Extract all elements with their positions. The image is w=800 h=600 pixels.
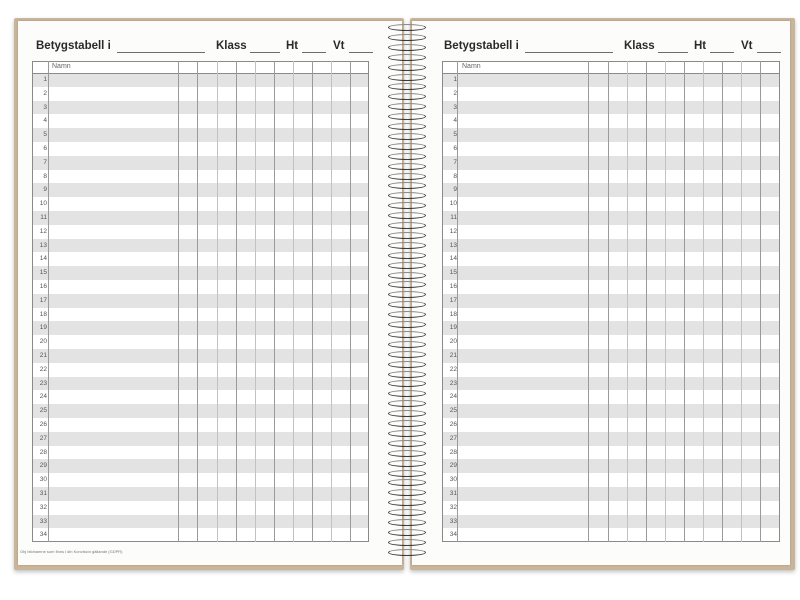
- column-divider: [627, 61, 628, 542]
- spiral-coil: [388, 133, 426, 140]
- spiral-coil: [388, 113, 426, 120]
- spiral-coil: [388, 143, 426, 150]
- spiral-coil: [388, 489, 426, 496]
- row-number: 3: [453, 103, 457, 111]
- page-title: Betygstabell i: [36, 40, 111, 52]
- row-number: 13: [449, 241, 457, 249]
- spiral-coil: [388, 192, 426, 199]
- spiral-coil: [388, 222, 426, 229]
- klass-label: Klass: [624, 40, 655, 52]
- row-number: 6: [43, 145, 47, 152]
- row-number: 2: [43, 89, 47, 97]
- row-number: 29: [39, 462, 47, 470]
- row-number: 21: [39, 352, 47, 359]
- spiral-coil: [388, 321, 426, 328]
- spiral-coil: [388, 93, 426, 100]
- spiral-coil: [388, 341, 426, 348]
- row-number: 13: [39, 241, 47, 249]
- row-number: 22: [39, 365, 47, 373]
- spiral-coil: [388, 301, 426, 308]
- spiral-coil: [388, 212, 426, 219]
- page-header: [36, 40, 402, 58]
- row-number: 34: [449, 531, 457, 539]
- row-number: 33: [449, 517, 457, 525]
- column-divider: [588, 61, 589, 542]
- name-column-header: Namn: [462, 63, 481, 70]
- spiral-coil: [388, 361, 426, 368]
- name-column-header: Namn: [52, 63, 71, 70]
- column-divider: [703, 61, 704, 542]
- row-number: 32: [39, 503, 47, 511]
- row-number: 14: [39, 255, 47, 263]
- column-divider: [665, 61, 666, 542]
- vt-label: Vt: [741, 40, 753, 52]
- row-number: 6: [453, 145, 457, 152]
- vt-blank: [757, 52, 781, 53]
- spiral-coil: [388, 83, 426, 90]
- row-number: 4: [43, 117, 47, 125]
- spiral-coil: [388, 549, 426, 556]
- vt-blank: [349, 52, 373, 53]
- row-number: 28: [449, 448, 457, 456]
- spiral-coil: [388, 123, 426, 130]
- grade-table: [442, 61, 780, 545]
- spiral-coil: [388, 331, 426, 338]
- spiral-coil: [388, 232, 426, 239]
- row-number: 24: [449, 393, 457, 401]
- row-number: 1: [43, 76, 47, 83]
- ht-label: Ht: [286, 40, 299, 52]
- column-divider: [722, 61, 723, 542]
- column-divider: [331, 61, 332, 542]
- row-number: 11: [450, 214, 457, 221]
- spiral-coil: [388, 470, 426, 477]
- row-number: 31: [39, 490, 47, 497]
- row-number: 20: [39, 338, 47, 346]
- spiral-coil: [388, 460, 426, 467]
- spiral-coil: [388, 539, 426, 546]
- row-number: 19: [39, 324, 47, 332]
- spiral-coil: [388, 380, 426, 387]
- subject-blank: [117, 52, 205, 53]
- page-header: [444, 40, 790, 58]
- row-number: 24: [39, 393, 47, 401]
- column-divider: [274, 61, 275, 542]
- row-number: 25: [39, 407, 47, 415]
- row-number: 14: [449, 255, 457, 263]
- row-number: 8: [43, 172, 47, 180]
- row-number: 9: [43, 186, 47, 194]
- row-number: 25: [449, 407, 457, 415]
- row-number: 10: [449, 200, 457, 208]
- column-divider: [312, 61, 313, 542]
- column-divider: [293, 61, 294, 542]
- row-number: 15: [39, 269, 47, 277]
- row-number: 26: [449, 421, 457, 428]
- spiral-coil: [388, 252, 426, 259]
- spiral-coil: [388, 479, 426, 486]
- row-number: 12: [449, 227, 457, 235]
- footnote: Obj bildnamne som finns i din Konvision gällande (GDPR): [20, 549, 123, 554]
- spiral-coil: [388, 371, 426, 378]
- spiral-coil: [388, 272, 426, 279]
- spiral-binding: [380, 24, 436, 564]
- grade-table: [32, 61, 369, 545]
- header-divider: [442, 73, 780, 74]
- row-number: 8: [453, 172, 457, 180]
- spiral-coil: [388, 182, 426, 189]
- spiral-coil: [388, 202, 426, 209]
- spiral-coil: [388, 262, 426, 269]
- row-number: 18: [449, 310, 457, 318]
- row-number: 26: [39, 421, 47, 428]
- spiral-coil: [388, 44, 426, 51]
- column-divider: [197, 61, 198, 542]
- spiral-coil: [388, 440, 426, 447]
- row-number: 7: [43, 158, 47, 166]
- column-divider: [646, 61, 647, 542]
- page-left: [18, 21, 402, 565]
- row-number: 33: [39, 517, 47, 525]
- row-number: 21: [449, 352, 457, 359]
- spiral-coil: [388, 351, 426, 358]
- row-number: 30: [449, 476, 457, 484]
- spiral-coil: [388, 281, 426, 288]
- row-number: 22: [449, 365, 457, 373]
- row-number: 4: [453, 117, 457, 125]
- spiral-coil: [388, 24, 426, 31]
- row-number: 12: [39, 227, 47, 235]
- row-number: 31: [449, 490, 457, 497]
- spiral-coil: [388, 529, 426, 536]
- row-number: 16: [39, 283, 47, 290]
- row-number: 9: [453, 186, 457, 194]
- klass-blank: [658, 52, 688, 53]
- row-number: 23: [449, 379, 457, 387]
- spiral-coil: [388, 173, 426, 180]
- row-number: 23: [39, 379, 47, 387]
- spiral-coil: [388, 499, 426, 506]
- column-divider: [236, 61, 237, 542]
- column-divider: [217, 61, 218, 542]
- column-divider: [684, 61, 685, 542]
- row-number: 15: [449, 269, 457, 277]
- spiral-coil: [388, 242, 426, 249]
- column-divider: [608, 61, 609, 542]
- column-divider: [178, 61, 179, 542]
- row-number: 28: [39, 448, 47, 456]
- row-number: 18: [39, 310, 47, 318]
- spiral-coil: [388, 74, 426, 81]
- column-divider: [350, 61, 351, 542]
- column-divider: [760, 61, 761, 542]
- spiral-coil: [388, 519, 426, 526]
- row-number: 19: [449, 324, 457, 332]
- row-number: 7: [453, 158, 457, 166]
- subject-blank: [525, 52, 613, 53]
- spiral-coil: [388, 103, 426, 110]
- row-number: 10: [39, 200, 47, 208]
- page-title: Betygstabell i: [444, 40, 519, 52]
- row-number: 16: [449, 283, 457, 290]
- column-divider: [741, 61, 742, 542]
- ht-label: Ht: [694, 40, 707, 52]
- spiral-coil: [388, 450, 426, 457]
- page-right: [412, 21, 790, 565]
- vt-label: Vt: [333, 40, 345, 52]
- spiral-coil: [388, 64, 426, 71]
- spiral-coil: [388, 509, 426, 516]
- table-border: [442, 61, 780, 542]
- row-number: 29: [449, 462, 457, 470]
- column-divider: [255, 61, 256, 542]
- row-number: 34: [39, 531, 47, 539]
- ht-blank: [302, 52, 326, 53]
- row-number: 1: [453, 76, 457, 83]
- spiral-coil: [388, 410, 426, 417]
- ht-blank: [710, 52, 734, 53]
- row-number: 17: [39, 296, 47, 304]
- row-number: 2: [453, 89, 457, 97]
- column-divider: [457, 61, 458, 542]
- spiral-coil: [388, 34, 426, 41]
- spiral-coil: [388, 153, 426, 160]
- spiral-coil: [388, 291, 426, 298]
- spiral-coil: [388, 163, 426, 170]
- klass-blank: [250, 52, 280, 53]
- row-number: 3: [43, 103, 47, 111]
- spiral-coil: [388, 400, 426, 407]
- spiral-coil: [388, 54, 426, 61]
- spiral-coil: [388, 420, 426, 427]
- row-number: 27: [449, 434, 457, 442]
- row-number: 20: [449, 338, 457, 346]
- spiral-coil: [388, 311, 426, 318]
- spiral-coil: [388, 430, 426, 437]
- row-number: 17: [449, 296, 457, 304]
- row-number: 11: [40, 214, 47, 221]
- row-number: 32: [449, 503, 457, 511]
- row-number: 5: [453, 131, 457, 139]
- header-divider: [32, 73, 369, 74]
- row-number: 27: [39, 434, 47, 442]
- column-divider: [48, 61, 49, 542]
- table-border: [32, 61, 369, 542]
- row-number: 5: [43, 131, 47, 139]
- row-number: 30: [39, 476, 47, 484]
- klass-label: Klass: [216, 40, 247, 52]
- spiral-coil: [388, 390, 426, 397]
